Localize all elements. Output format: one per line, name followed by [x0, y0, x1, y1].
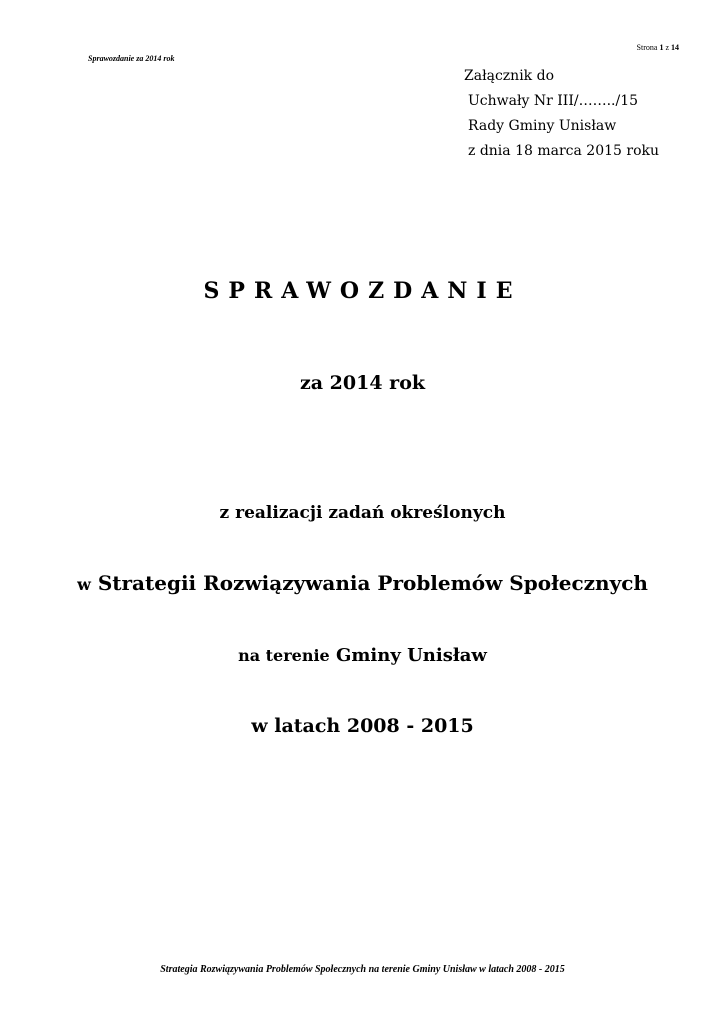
years-line: w latach 2008 - 2015 — [251, 715, 474, 737]
attachment-line-3: Rady Gminy Unisław — [468, 118, 617, 134]
running-header: Sprawozdanie za 2014 rok — [88, 54, 175, 63]
strategy-name: Strategii Rozwiązywania Problemów Społecznych — [97, 571, 648, 595]
page-label: Strona — [636, 43, 658, 52]
page-current: 1 — [659, 43, 664, 52]
page-footer: Strategia Rozwiązywania Problemów Społecznych na terenie Gminy Unisław w latach 2008 - 2015 — [160, 964, 565, 975]
document-title: SPRAWOZDANIE — [203, 278, 522, 304]
strategy-line — [0, 571, 725, 595]
page-total: 14 — [671, 43, 679, 52]
page-number — [637, 43, 679, 52]
area-line — [0, 645, 725, 666]
strategy-prefix: w — [77, 575, 91, 594]
attachment-line-4: z dnia 18 marca 2015 roku — [468, 143, 659, 159]
area-name: Gminy Unisław — [336, 645, 487, 666]
report-year: za 2014 rok — [299, 372, 426, 394]
attachment-line-1: Załącznik do — [464, 68, 554, 84]
realization-line: z realizacji zadań określonych — [219, 503, 506, 523]
attachment-line-2: Uchwały Nr III/……../15 — [468, 93, 639, 109]
page-of: z — [665, 43, 669, 52]
area-prefix: na terenie — [238, 646, 330, 665]
attachment-block — [464, 64, 659, 164]
